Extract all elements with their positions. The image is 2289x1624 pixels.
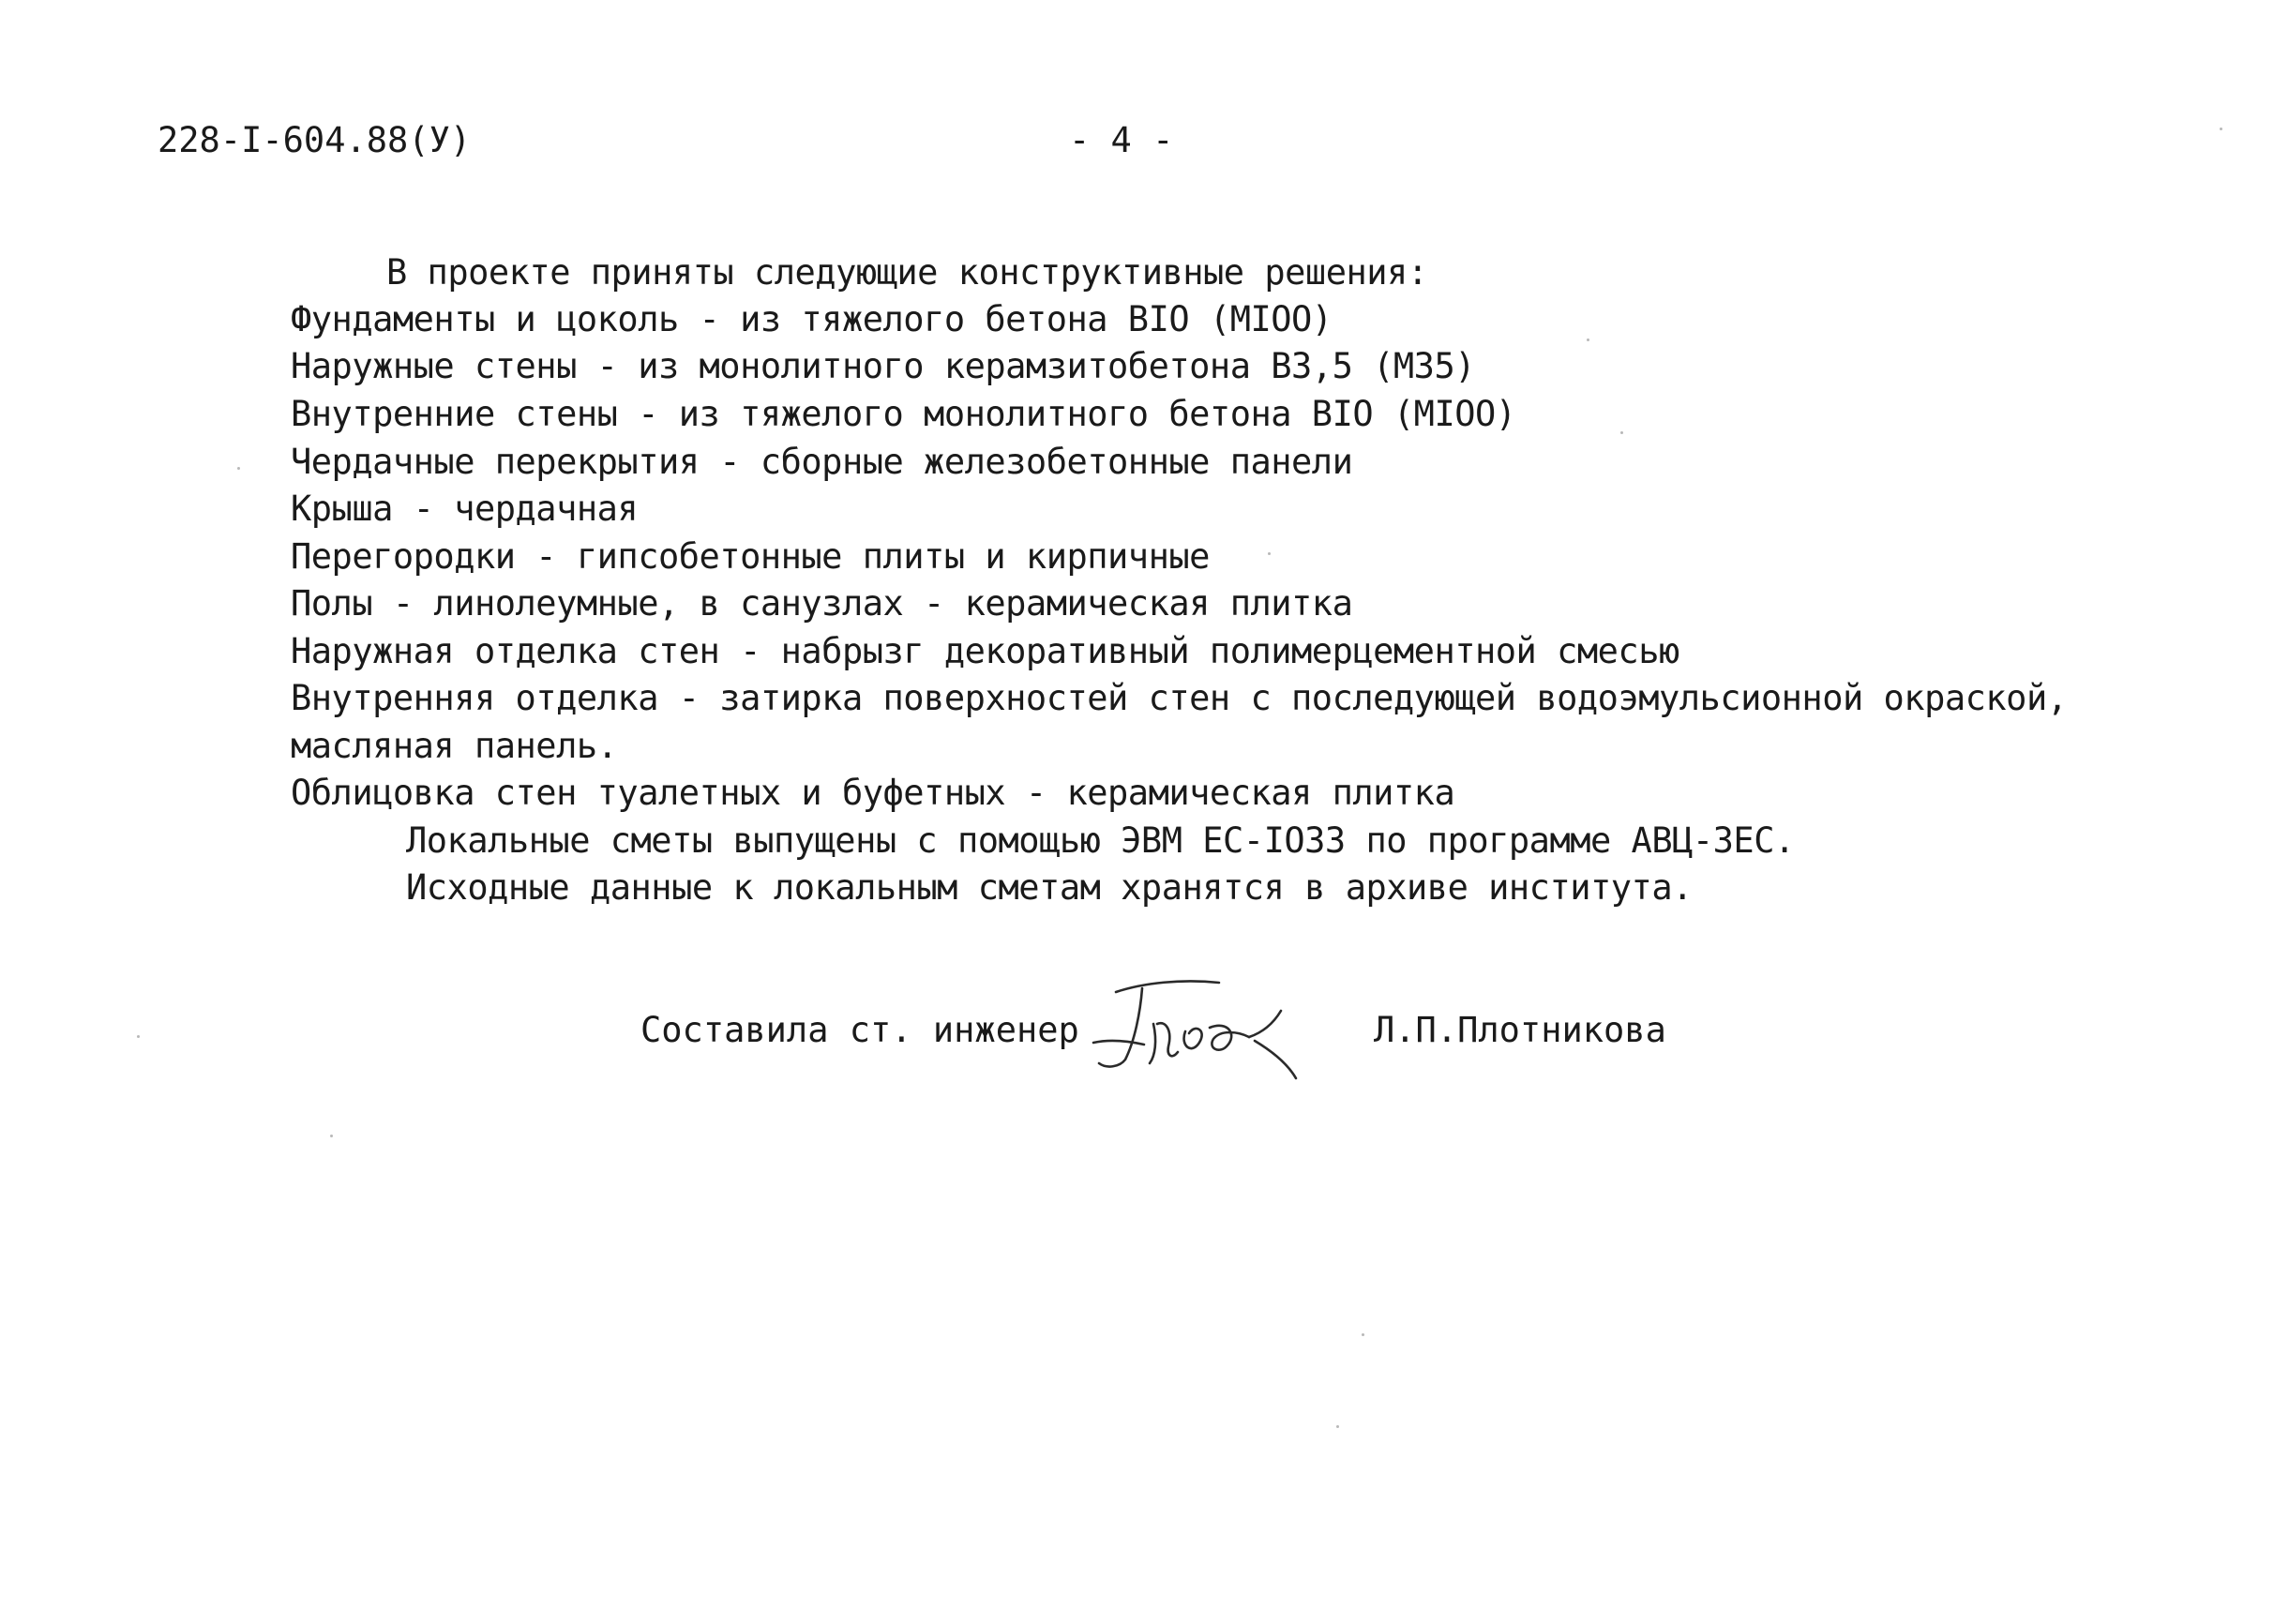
intro-line: В проекте приняты следующие конструктивные решения:	[386, 252, 1428, 293]
scan-speck	[2220, 128, 2222, 130]
text-line-attic-floors: Чердачные перекрытия - сборные железобетонные панели	[291, 442, 1353, 482]
scan-speck	[237, 467, 240, 470]
page-number: - 4 -	[1069, 120, 1174, 160]
signatory-name: Л.П.Плотникова	[1374, 1010, 1666, 1050]
text-line-source-data: Исходные данные к локальным сметам хранятся в архиве института.	[406, 867, 1693, 908]
scan-speck	[1336, 1425, 1339, 1428]
scan-speck	[1268, 552, 1271, 555]
scan-speck	[330, 1135, 333, 1137]
scan-speck	[1620, 431, 1623, 434]
handwritten-signature	[1088, 966, 1332, 1083]
text-line-partitions: Перегородки - гипсобетонные плиты и кирпичные	[291, 536, 1210, 577]
scan-speck	[1587, 338, 1589, 341]
text-line-exterior-walls: Наружные стены - из монолитного керамзитобетона B3,5 (M35)	[291, 346, 1476, 386]
text-line-oil-panel: масляная панель.	[291, 726, 618, 766]
scan-speck	[1362, 1333, 1364, 1336]
text-line-floors: Полы - линолеумные, в санузлах - керамическая плитка	[291, 583, 1353, 624]
signatory-role: Составила ст. инженер	[640, 1010, 1079, 1050]
text-line-estimates: Локальные сметы выпущены с помощью ЭВМ ЕС-IO33 по программе АВЦ-ЗЕС.	[406, 820, 1795, 861]
text-line-interior-finish: Внутренняя отделка - затирка поверхностей стен с последующей водоэмульсионной окраской,	[291, 678, 2068, 718]
text-line-exterior-finish: Наружная отделка стен - набрызг декоративный полимерцементной смесью	[291, 631, 1679, 671]
document-code: 228-I-604.88(У)	[158, 120, 472, 160]
scan-speck	[137, 1035, 140, 1038]
text-line-cladding: Облицовка стен туалетных и буфетных - керамическая плитка	[291, 773, 1455, 813]
text-line-interior-walls: Внутренние стены - из тяжелого монолитного бетона BIO (MIOO)	[291, 394, 1516, 434]
text-line-roof: Крыша - чердачная	[291, 489, 639, 529]
text-line-foundations: Фундаменты и цоколь - из тяжелого бетона BIO (MIOO)	[291, 299, 1333, 339]
